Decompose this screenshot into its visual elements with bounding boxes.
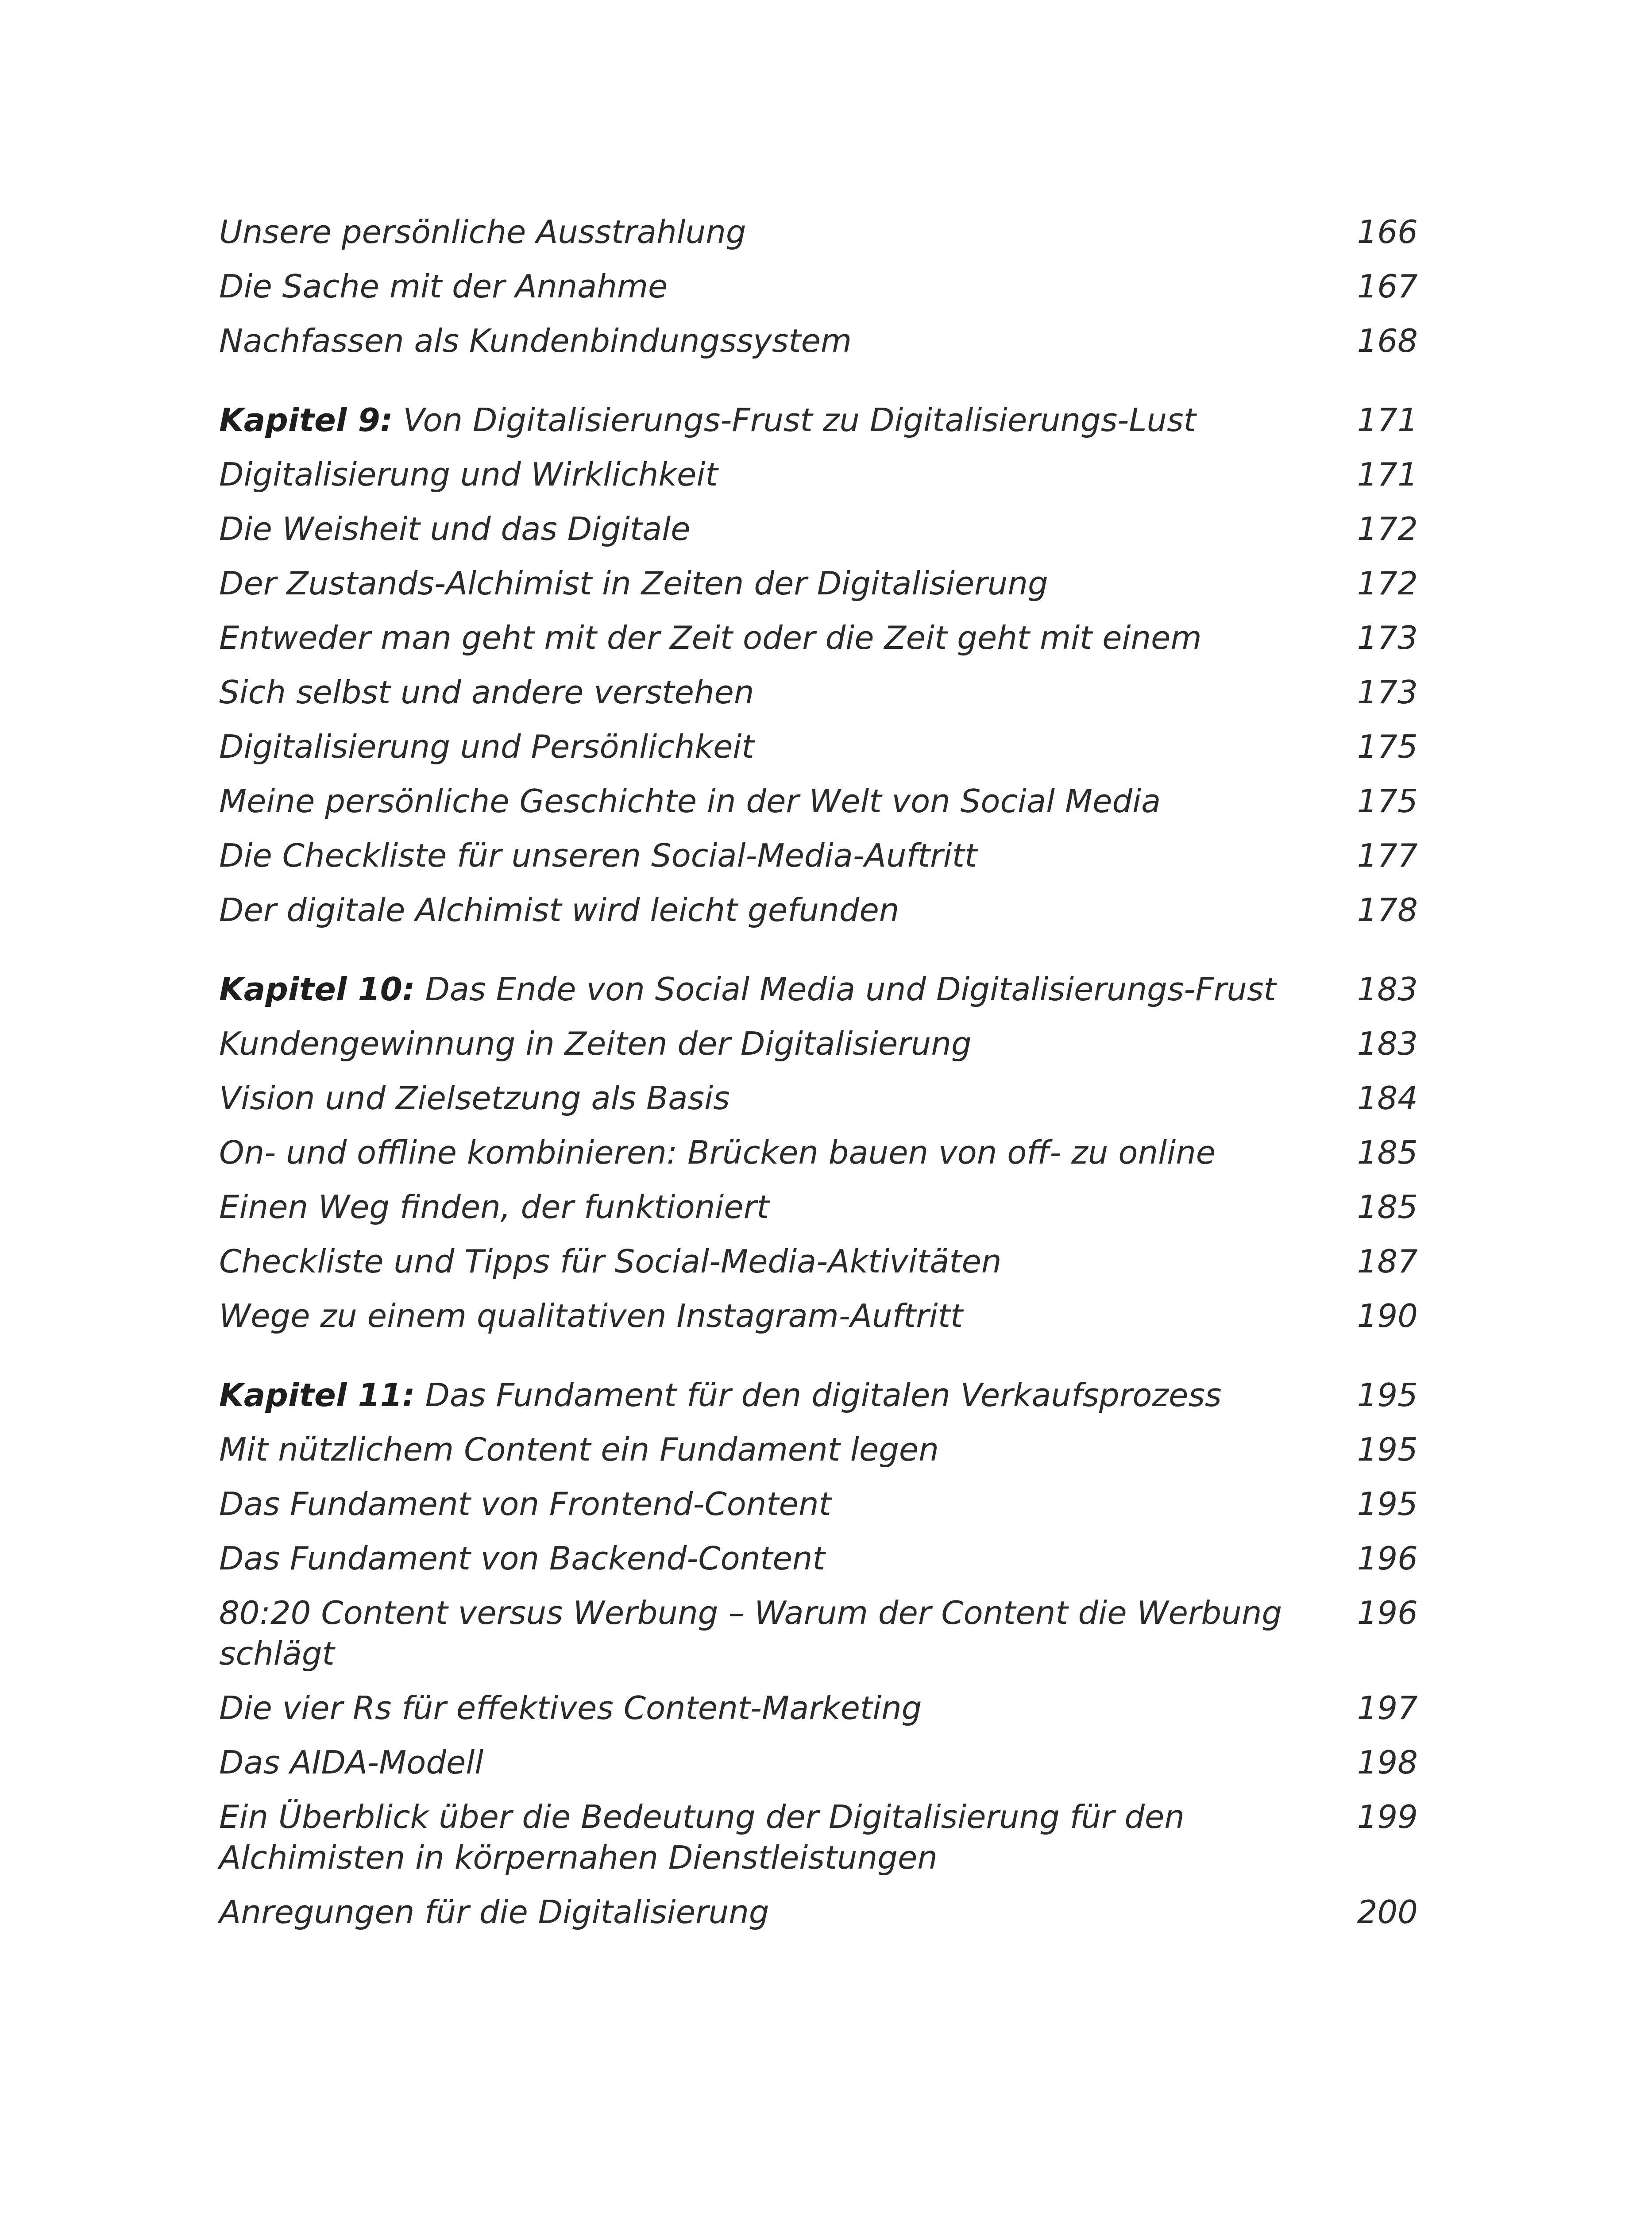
toc-entry-title: Mit nützlichem Content ein Fundament legen [219,1431,939,1468]
toc-entry-title: Kundengewinnung in Zeiten der Digitalisierung [219,1025,972,1062]
toc-entry-page: 183 [1357,971,1418,1008]
chapter-title-text: Das Ende von Social Media und Digitalisierungs-Frust [415,971,1276,1008]
toc-group-chapter-11 [219,1375,1418,1932]
toc-entry-page: 167 [1357,268,1418,305]
toc-entry-page: 172 [1357,565,1418,602]
toc-entry-title: Wege zu einem qualitativen Instagram-Auftritt [219,1297,963,1334]
toc-entry-page: 196 [1357,1540,1418,1577]
toc-entry-title: Meine persönliche Geschichte in der Welt von Social Media [219,783,1161,820]
toc-entry [219,835,1418,876]
toc-entry-page: 200 [1357,1893,1418,1931]
toc-entry-page: 172 [1357,510,1418,547]
toc-entry-title: Unsere persönliche Ausstrahlung [219,213,746,251]
toc-entry-page: 199 [1357,1798,1418,1835]
toc-entry-page: 195 [1357,1485,1418,1523]
toc-entry-page: 198 [1357,1744,1418,1781]
toc-entry-title: Ein Überblick über die Bedeutung der Digitalisierung für den Alchimisten in körpernahen Dienstleistungen [219,1798,1185,1876]
chapter-title-text: Von Digitalisierungs-Frust zu Digitalisierungs-Lust [393,401,1196,439]
toc-entry-title: 80:20 Content versus Werbung – Warum der Content die Werbung schlägt [219,1594,1282,1672]
toc-entry-page: 185 [1357,1134,1418,1171]
chapter-label: Kapitel 11: [219,1376,415,1414]
toc-entry [219,563,1418,604]
toc-entry-title: Digitalisierung und Persönlichkeit [219,728,754,765]
toc-chapter-title [219,1375,1290,1415]
toc-entry-title: Die Sache mit der Annahme [219,268,668,305]
toc-entry-page: 187 [1357,1243,1418,1280]
toc-group-chapter-9 [219,400,1418,930]
toc-entry-title: Der Zustands-Alchimist in Zeiten der Digitalisierung [219,565,1048,602]
toc-group-chapter-10 [219,969,1418,1336]
toc-entry-page: 185 [1357,1188,1418,1226]
toc-entry-page: 183 [1357,1025,1418,1062]
toc-entry-title: Die Checkliste für unseren Social-Media-Auftritt [219,837,977,874]
toc-entry-title: Das Fundament von Backend-Content [219,1540,825,1577]
chapter-label: Kapitel 9: [219,401,393,439]
toc-entry [219,890,1418,930]
toc-entry-page: 171 [1357,456,1418,493]
toc-entry-page: 178 [1357,891,1418,929]
toc-entry-title: Digitalisierung und Wirklichkeit [219,456,718,493]
toc-entry-page: 190 [1357,1297,1418,1334]
toc-entry-page: 184 [1357,1080,1418,1117]
toc-entry-page: 175 [1357,783,1418,820]
toc-entry-title: Vision und Zielsetzung als Basis [219,1080,730,1117]
toc-entry-page: 166 [1357,213,1418,251]
toc-entry-title: Einen Weg finden, der funktioniert [219,1188,769,1226]
toc-chapter-title [219,400,1290,440]
toc-entry [219,1742,1418,1783]
toc-entry [219,1187,1418,1227]
toc-entry [219,1797,1418,1878]
toc-entry-title: Die vier Rs für effektives Content-Marketing [219,1689,922,1727]
toc-entry-page: 195 [1357,1376,1418,1414]
toc-entry [219,726,1418,767]
toc-chapter-title [219,969,1290,1010]
toc-entry [219,672,1418,713]
table-of-contents [219,212,1418,1932]
toc-entry-title: Checkliste und Tipps für Social-Media-Aktivitäten [219,1243,1002,1280]
toc-entry-page: 197 [1357,1689,1418,1727]
chapter-title-text: Das Fundament für den digitalen Verkaufsprozess [415,1376,1222,1414]
toc-entry [219,212,1418,252]
toc-entry-title: Das Fundament von Frontend-Content [219,1485,831,1523]
toc-entry-title: On- und offline kombinieren: Brücken bauen von off- zu online [219,1134,1216,1171]
toc-entry-title: Entweder man geht mit der Zeit oder die Zeit geht mit einem [219,619,1202,656]
toc-entry-page: 171 [1357,401,1418,439]
toc-entry [219,1078,1418,1118]
toc-entry-page: 173 [1357,619,1418,656]
toc-entry [219,1484,1418,1524]
toc-entry-page: 175 [1357,728,1418,765]
toc-entry-page: 195 [1357,1431,1418,1468]
toc-group-continued [219,212,1418,361]
toc-entry-title: Das AIDA-Modell [219,1744,484,1781]
toc-entry [219,1892,1418,1932]
toc-entry [219,1688,1418,1728]
toc-entry-title: Anregungen für die Digitalisierung [219,1893,769,1931]
toc-entry [219,617,1418,658]
toc-chapter-heading [219,400,1418,440]
toc-entry [219,1132,1418,1173]
toc-entry [219,1241,1418,1282]
toc-chapter-heading [219,1375,1418,1415]
toc-entry-title: Der digitale Alchimist wird leicht gefunden [219,891,899,929]
toc-entry-title: Nachfassen als Kundenbindungssystem [219,322,852,359]
toc-entry-title: Sich selbst und andere verstehen [219,674,754,711]
chapter-label: Kapitel 10: [219,971,415,1008]
toc-entry [219,1023,1418,1064]
toc-entry-page: 173 [1357,674,1418,711]
toc-entry [219,1592,1418,1674]
toc-entry-title: Die Weisheit und das Digitale [219,510,691,547]
toc-entry-page: 168 [1357,322,1418,359]
toc-entry [219,454,1418,495]
toc-entry [219,1538,1418,1579]
toc-entry-page: 196 [1357,1594,1418,1631]
toc-chapter-heading [219,969,1418,1010]
toc-entry [219,509,1418,549]
toc-entry [219,1429,1418,1470]
toc-entry [219,266,1418,307]
toc-entry-page: 177 [1357,837,1418,874]
toc-entry [219,781,1418,821]
toc-entry [219,1295,1418,1336]
toc-entry [219,320,1418,361]
